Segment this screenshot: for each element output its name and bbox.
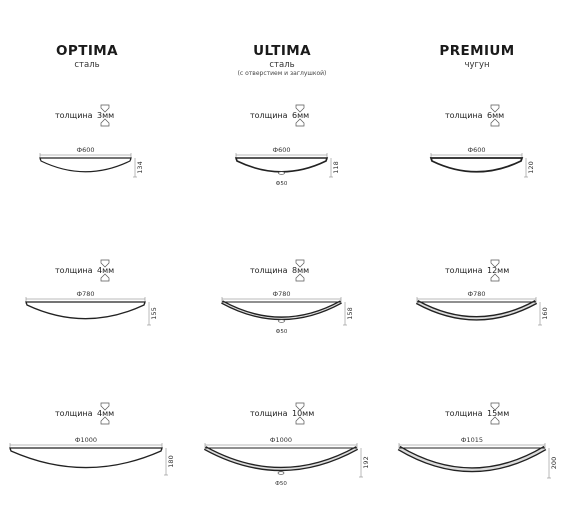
- diameter-label: Ф600: [76, 146, 95, 154]
- column-title: PREMIUM: [439, 43, 515, 59]
- column-material: сталь: [74, 59, 100, 70]
- depth-label: 200: [550, 456, 558, 470]
- thickness-label: толщина: [445, 111, 483, 120]
- hole-diameter-label: Ф50: [275, 329, 288, 335]
- hole-diameter-label: Ф50: [275, 481, 287, 487]
- diameter-label: Ф1000: [269, 436, 293, 444]
- thickness-value: 6мм: [487, 111, 505, 120]
- depth-label: 158: [346, 307, 354, 320]
- depth-label: 134: [136, 161, 144, 174]
- depth-label: 155: [150, 307, 158, 320]
- bowl-shape-inner: [399, 448, 545, 470]
- thickness-value: 4мм: [97, 409, 115, 418]
- depth-label: 120: [527, 161, 535, 174]
- thickness-label: толщина: [445, 266, 483, 275]
- thickness-label: толщина: [55, 111, 93, 120]
- depth-label: 118: [332, 161, 340, 174]
- depth-label: 160: [541, 307, 549, 320]
- thickness-label: толщина: [445, 409, 483, 418]
- thickness-label: толщина: [55, 266, 93, 275]
- hole-diameter-label: Ф50: [275, 181, 288, 187]
- column-title: ULTIMA: [253, 43, 311, 59]
- diameter-label: Ф780: [467, 290, 486, 298]
- diameter-label: Ф600: [272, 146, 291, 154]
- diameter-label: Ф780: [272, 290, 291, 298]
- thickness-value: 8мм: [292, 266, 310, 275]
- depth-label: 180: [167, 455, 175, 468]
- thickness-value: 3мм: [97, 111, 115, 120]
- diameter-label: Ф600: [467, 146, 486, 154]
- thickness-value: 12мм: [487, 266, 510, 275]
- thickness-label: толщина: [250, 111, 288, 120]
- thickness-value: 15мм: [487, 409, 510, 418]
- depth-label: 192: [362, 456, 370, 469]
- thickness-label: толщина: [250, 266, 288, 275]
- column-note: (с отверстием и заглушкой): [237, 70, 327, 77]
- column-material: чугун: [464, 59, 490, 70]
- diameter-label: Ф780: [76, 290, 95, 298]
- diameter-label: Ф1015: [460, 436, 484, 444]
- thickness-label: толщина: [55, 409, 93, 418]
- thickness-value: 10мм: [292, 409, 315, 418]
- thickness-arrow-down-icon: [491, 403, 499, 410]
- column-material: сталь: [269, 59, 295, 70]
- column-title: OPTIMA: [56, 43, 118, 59]
- thickness-arrow-up-icon: [491, 417, 499, 424]
- thickness-label: толщина: [250, 409, 288, 418]
- diameter-label: Ф1000: [74, 436, 98, 444]
- thickness-value: 6мм: [292, 111, 310, 120]
- thickness-value: 4мм: [97, 266, 115, 275]
